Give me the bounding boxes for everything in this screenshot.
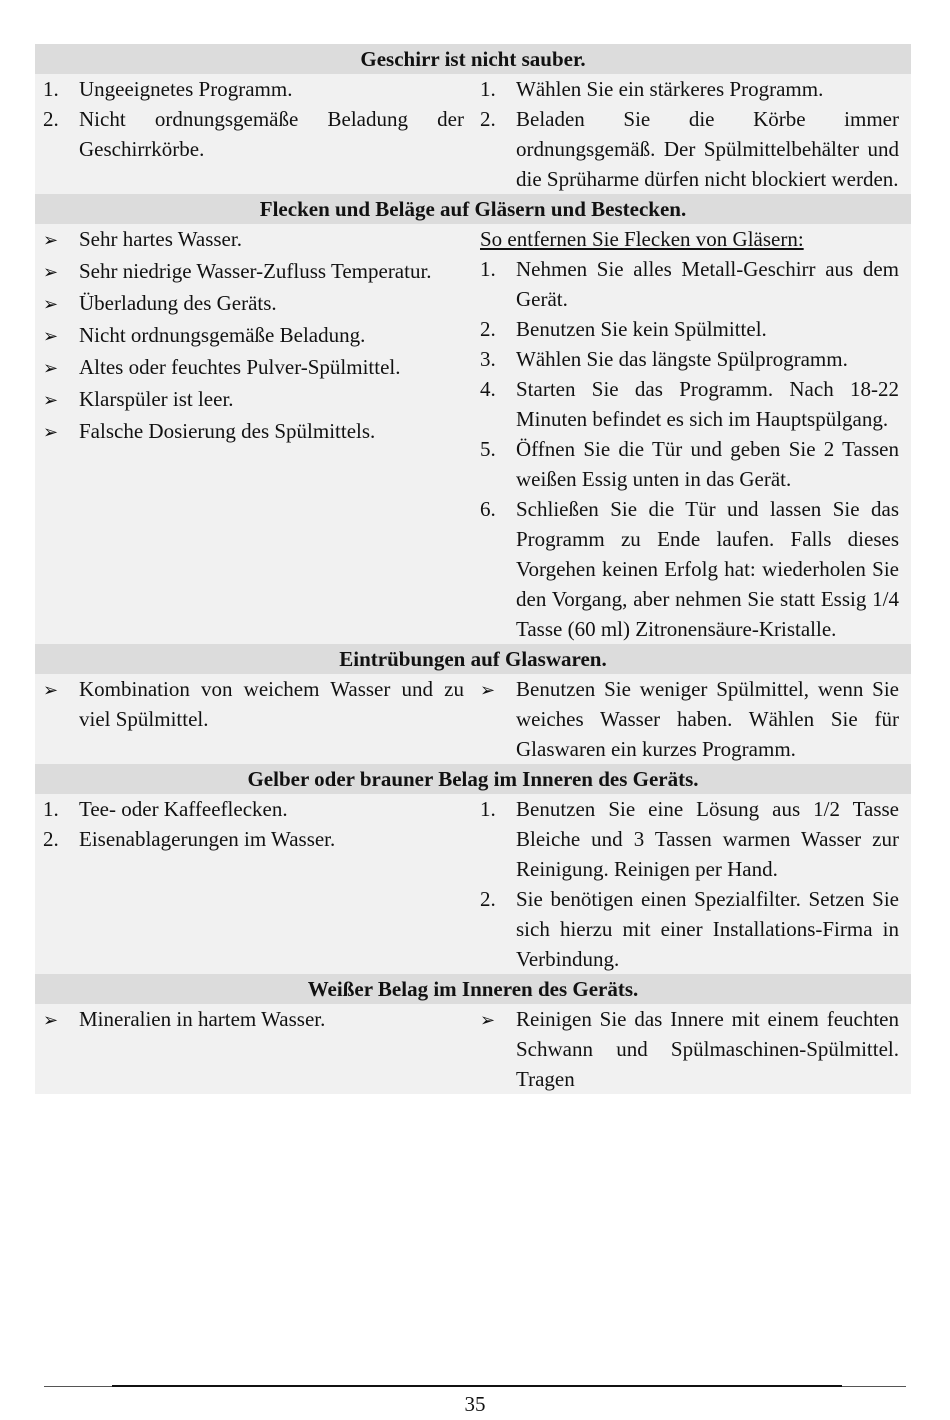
cause-column — [35, 794, 473, 974]
section-body — [35, 794, 911, 974]
section-body — [35, 224, 911, 644]
solution-column — [473, 794, 911, 974]
list-number: 1. — [43, 77, 59, 101]
arrow-bullet-glyph: ➢ — [43, 1010, 59, 1031]
arrow-bullet-glyph: ➢ — [43, 422, 59, 443]
page-number: 35 — [464, 1392, 486, 1416]
item-text: Beladen Sie die Körbe immer ordnungsgemäß. Der Spülmittelbehälter und die Sprüharme dürfen nicht blockiert werden. — [516, 107, 899, 191]
footer-rule-bold — [112, 1385, 842, 1387]
cause-item — [43, 224, 464, 256]
item-text: Überladung des Geräts. — [79, 291, 277, 315]
section-heading: Eintrübungen auf Glaswaren. — [35, 644, 911, 674]
arrow-bullet-icon — [43, 288, 79, 320]
solution-item — [480, 104, 899, 194]
list-number: 1. — [480, 257, 496, 281]
solution-item — [480, 74, 899, 104]
cause-column — [35, 1004, 473, 1094]
arrow-bullet-glyph: ➢ — [43, 262, 59, 283]
item-text: Sehr hartes Wasser. — [79, 227, 242, 251]
solution-subheading: So entfernen Sie Flecken von Gläsern: — [480, 227, 804, 251]
solution-item — [480, 254, 899, 314]
list-number: 2. — [480, 887, 496, 911]
arrow-bullet-glyph: ➢ — [43, 680, 59, 701]
troubleshooting-table — [35, 44, 911, 1094]
cause-item — [43, 104, 464, 164]
arrow-bullet-glyph: ➢ — [480, 1010, 496, 1031]
cause-column — [35, 74, 473, 194]
cause-item — [43, 384, 464, 416]
list-number: 2. — [480, 107, 496, 131]
cause-item — [43, 74, 464, 104]
item-text: Wählen Sie ein stärkeres Programm. — [516, 77, 824, 101]
item-text: Nehmen Sie alles Metall-Geschirr aus dem Gerät. — [516, 257, 899, 311]
solution-item — [480, 794, 899, 884]
list-number: 1. — [480, 797, 496, 821]
cause-item — [43, 416, 464, 448]
section-body — [35, 674, 911, 764]
solution-item — [480, 1004, 899, 1094]
cause-item — [43, 674, 464, 734]
item-text: Wählen Sie das längste Spülprogramm. — [516, 347, 848, 371]
list-number: 1. — [43, 797, 59, 821]
item-text: Altes oder feuchtes Pulver-Spülmittel. — [79, 355, 401, 379]
item-text: Nicht ordnungsgemäße Beladung. — [79, 323, 366, 347]
solution-item — [480, 434, 899, 494]
item-text: Sehr niedrige Wasser-Zufluss Temperatur. — [79, 259, 432, 283]
item-text: Ungeeignetes Programm. — [79, 77, 293, 101]
item-text: Kombination von weichem Wasser und zu viel Spülmittel. — [79, 677, 464, 731]
arrow-bullet-icon — [43, 256, 79, 288]
list-number: 3. — [480, 347, 496, 371]
solution-column — [473, 1004, 911, 1094]
item-text: Eisenablagerungen im Wasser. — [79, 827, 336, 851]
arrow-bullet-icon — [43, 674, 79, 734]
solution-item — [480, 884, 899, 974]
item-text: Starten Sie das Programm. Nach 18-22 Minuten befindet es sich im Hauptspülgang. — [516, 377, 899, 431]
arrow-bullet-glyph: ➢ — [43, 230, 59, 251]
arrow-bullet-glyph: ➢ — [43, 326, 59, 347]
cause-item — [43, 794, 464, 824]
list-number: 6. — [480, 497, 496, 521]
solution-column — [473, 224, 911, 644]
item-text: Sie benötigen einen Spezialfilter. Setzen Sie sich hierzu mit einer Installations-Firma in Verbindung. — [516, 887, 899, 971]
list-number: 5. — [480, 437, 496, 461]
list-number: 2. — [43, 107, 59, 131]
section-body — [35, 74, 911, 194]
item-text: Reinigen Sie das Innere mit einem feuchten Schwann und Spülmaschinen-Spülmittel. Tragen — [516, 1007, 899, 1091]
arrow-bullet-glyph: ➢ — [43, 390, 59, 411]
section-heading: Gelber oder brauner Belag im Inneren des Geräts. — [35, 764, 911, 794]
cause-item — [43, 288, 464, 320]
arrow-bullet-icon — [43, 384, 79, 416]
list-number: 1. — [480, 77, 496, 101]
arrow-bullet-icon — [43, 416, 79, 448]
section-heading: Flecken und Beläge auf Gläsern und Bestecken. — [35, 194, 911, 224]
item-text: Falsche Dosierung des Spülmittels. — [79, 419, 376, 443]
solution-column — [473, 74, 911, 194]
list-number: 2. — [480, 317, 496, 341]
arrow-bullet-icon — [43, 1004, 79, 1036]
list-number: 2. — [43, 827, 59, 851]
arrow-bullet-glyph: ➢ — [43, 294, 59, 315]
arrow-bullet-icon — [480, 674, 516, 764]
arrow-bullet-glyph: ➢ — [43, 358, 59, 379]
cause-item — [43, 352, 464, 384]
section-heading: Geschirr ist nicht sauber. — [35, 44, 911, 74]
arrow-bullet-icon — [43, 224, 79, 256]
item-text: Klarspüler ist leer. — [79, 387, 234, 411]
item-text: Tee- oder Kaffeeflecken. — [79, 797, 288, 821]
cause-item — [43, 824, 464, 854]
arrow-bullet-icon — [43, 352, 79, 384]
cause-column — [35, 674, 473, 764]
item-text: Schließen Sie die Tür und lassen Sie das Programm zu Ende laufen. Falls dieses Vorgehen keinen Erfolg hat: wiederholen Sie den Vorgang, aber nehmen Sie statt Essig 1/4 Tasse (60 ml) Zitronensäure-Kristalle. — [516, 497, 899, 641]
section-heading: Weißer Belag im Inneren des Geräts. — [35, 974, 911, 1004]
solution-item — [480, 374, 899, 434]
section-body — [35, 1004, 911, 1094]
cause-item — [43, 256, 464, 288]
solution-item — [480, 314, 899, 344]
arrow-bullet-icon — [43, 320, 79, 352]
solution-column — [473, 674, 911, 764]
arrow-bullet-glyph: ➢ — [480, 680, 496, 701]
cause-item — [43, 1004, 464, 1036]
cause-item — [43, 320, 464, 352]
item-text: Benutzen Sie weniger Spülmittel, wenn Sie weiches Wasser haben. Wählen Sie für Glaswaren ein kurzes Programm. — [516, 677, 899, 761]
item-text: Benutzen Sie kein Spülmittel. — [516, 317, 767, 341]
arrow-bullet-icon — [480, 1004, 516, 1094]
solution-item — [480, 674, 899, 764]
item-text: Benutzen Sie eine Lösung aus 1/2 Tasse Bleiche und 3 Tassen warmen Wasser zur Reinigung. Reinigen per Hand. — [516, 797, 899, 881]
cause-column — [35, 224, 473, 644]
item-text: Mineralien in hartem Wasser. — [79, 1007, 326, 1031]
solution-item — [480, 344, 899, 374]
list-number: 4. — [480, 377, 496, 401]
solution-item — [480, 494, 899, 644]
item-text: Öffnen Sie die Tür und geben Sie 2 Tassen weißen Essig unten in das Gerät. — [516, 437, 899, 491]
item-text: Nicht ordnungsgemäße Beladung der Geschirrkörbe. — [79, 107, 464, 161]
